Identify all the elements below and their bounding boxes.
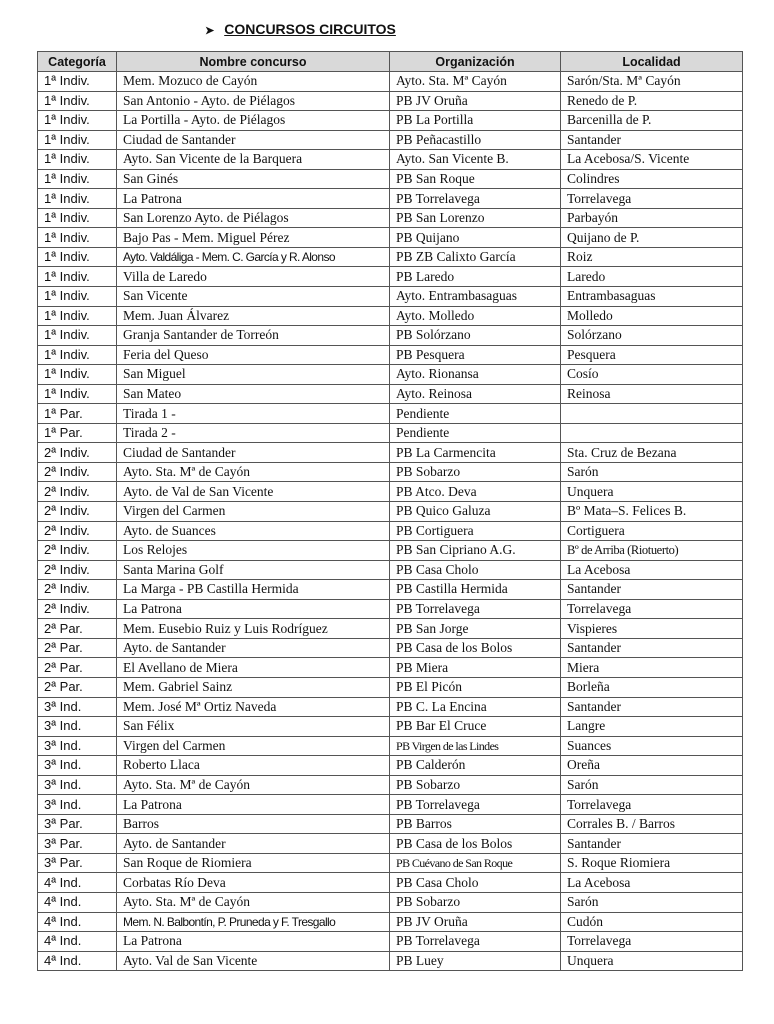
table-row — [38, 619, 743, 639]
cell-nombre-concurso: Ayto. Sta. Mª de Cayón — [117, 892, 390, 912]
cell-nombre-concurso: Ayto. Sta. Mª de Cayón — [117, 462, 390, 482]
cell-organizacion: PB ZB Calixto García — [390, 247, 561, 267]
cell-localidad — [561, 423, 743, 443]
cell-localidad: Santander — [561, 834, 743, 854]
cell-categoria: 1ª Indiv. — [38, 287, 117, 307]
cell-organizacion: PB Calderón — [390, 756, 561, 776]
cell-localidad: Borleña — [561, 677, 743, 697]
cell-nombre-concurso: Ayto. de Val de San Vicente — [117, 482, 390, 502]
cell-nombre-concurso: Mem. Gabriel Sainz — [117, 677, 390, 697]
cell-nombre-concurso: Mem. Juan Álvarez — [117, 306, 390, 326]
cell-organizacion: PB Cuévano de San Roque — [390, 853, 561, 873]
header-categoria: Categoría — [38, 52, 117, 72]
cell-organizacion: PB Castilla Hermida — [390, 580, 561, 600]
cell-nombre-concurso: Tirada 2 - — [117, 423, 390, 443]
cell-nombre-concurso: Ayto. Valdáliga - Mem. C. García y R. Alonso — [117, 247, 390, 267]
cell-organizacion: Ayto. San Vicente B. — [390, 150, 561, 170]
table-row — [38, 111, 743, 131]
cell-organizacion: PB Miera — [390, 658, 561, 678]
cell-nombre-concurso: La Patrona — [117, 189, 390, 209]
cell-categoria: 1ª Indiv. — [38, 228, 117, 248]
table-row — [38, 228, 743, 248]
cell-organizacion: PB Pesquera — [390, 345, 561, 365]
cell-nombre-concurso: Ayto. de Santander — [117, 638, 390, 658]
cell-localidad: Sarón — [561, 462, 743, 482]
table-row — [38, 72, 743, 92]
cell-localidad: Sarón — [561, 775, 743, 795]
cell-organizacion: PB Virgen de las Lindes — [390, 736, 561, 756]
table-row — [38, 287, 743, 307]
cell-localidad: Torrelavega — [561, 795, 743, 815]
table-row — [38, 736, 743, 756]
cell-nombre-concurso: Feria del Queso — [117, 345, 390, 365]
cell-categoria: 1ª Indiv. — [38, 91, 117, 111]
cell-nombre-concurso: Villa de Laredo — [117, 267, 390, 287]
cell-categoria: 2ª Par. — [38, 638, 117, 658]
table-row — [38, 756, 743, 776]
cell-organizacion: PB Quijano — [390, 228, 561, 248]
cell-organizacion: PB Sobarzo — [390, 775, 561, 795]
cell-categoria: 1ª Par. — [38, 404, 117, 424]
cell-categoria: 1ª Indiv. — [38, 150, 117, 170]
cell-nombre-concurso: Ayto. de Suances — [117, 521, 390, 541]
cell-localidad: La Acebosa — [561, 873, 743, 893]
cell-nombre-concurso: La Patrona — [117, 599, 390, 619]
cell-organizacion: PB JV Oruña — [390, 91, 561, 111]
cell-localidad: Sta. Cruz de Bezana — [561, 443, 743, 463]
cell-localidad: Torrelavega — [561, 189, 743, 209]
table-row — [38, 853, 743, 873]
cell-localidad: Unquera — [561, 951, 743, 971]
table-row — [38, 541, 743, 561]
cell-nombre-concurso: Ayto. Sta. Mª de Cayón — [117, 775, 390, 795]
cell-nombre-concurso: Ayto. de Santander — [117, 834, 390, 854]
table-row — [38, 267, 743, 287]
table-row — [38, 521, 743, 541]
cell-localidad: Suances — [561, 736, 743, 756]
table-row — [38, 443, 743, 463]
cell-categoria: 4ª Ind. — [38, 892, 117, 912]
cell-localidad: Vispieres — [561, 619, 743, 639]
cell-categoria: 3ª Ind. — [38, 756, 117, 776]
table-row — [38, 814, 743, 834]
cell-localidad: Bº Mata–S. Felices B. — [561, 502, 743, 522]
cell-localidad: Cortiguera — [561, 521, 743, 541]
cell-categoria: 1ª Indiv. — [38, 111, 117, 131]
cell-organizacion: PB Peñacastillo — [390, 130, 561, 150]
cell-localidad: Entrambasaguas — [561, 287, 743, 307]
table-row — [38, 365, 743, 385]
table-row — [38, 326, 743, 346]
cell-localidad — [561, 404, 743, 424]
cell-organizacion: PB El Picón — [390, 677, 561, 697]
table-row — [38, 599, 743, 619]
cell-organizacion: PB San Lorenzo — [390, 208, 561, 228]
table-row — [38, 775, 743, 795]
cell-nombre-concurso: Ciudad de Santander — [117, 443, 390, 463]
table-row — [38, 795, 743, 815]
cell-localidad: Cosío — [561, 365, 743, 385]
cell-categoria: 2ª Indiv. — [38, 462, 117, 482]
cell-nombre-concurso: Tirada 1 - — [117, 404, 390, 424]
cell-organizacion: PB La Carmencita — [390, 443, 561, 463]
cell-localidad: Barcenilla de P. — [561, 111, 743, 131]
table-row — [38, 834, 743, 854]
table-row — [38, 717, 743, 737]
table-row — [38, 189, 743, 209]
cell-localidad: La Acebosa — [561, 560, 743, 580]
cell-localidad: Renedo de P. — [561, 91, 743, 111]
cell-nombre-concurso: San Vicente — [117, 287, 390, 307]
cell-organizacion: Ayto. Rionansa — [390, 365, 561, 385]
cell-localidad: Langre — [561, 717, 743, 737]
cell-localidad: Reinosa — [561, 384, 743, 404]
cell-organizacion: Ayto. Entrambasaguas — [390, 287, 561, 307]
cell-categoria: 1ª Indiv. — [38, 345, 117, 365]
table-row — [38, 423, 743, 443]
cell-organizacion: Pendiente — [390, 404, 561, 424]
cell-categoria: 2ª Indiv. — [38, 599, 117, 619]
cell-categoria: 2ª Indiv. — [38, 580, 117, 600]
table-row — [38, 951, 743, 971]
cell-categoria: 1ª Indiv. — [38, 365, 117, 385]
table-row — [38, 169, 743, 189]
cell-localidad: Pesquera — [561, 345, 743, 365]
cell-organizacion: PB Torrelavega — [390, 599, 561, 619]
cell-localidad: Colindres — [561, 169, 743, 189]
cell-nombre-concurso: Bajo Pas - Mem. Miguel Pérez — [117, 228, 390, 248]
cell-organizacion: PB Torrelavega — [390, 795, 561, 815]
cell-categoria: 1ª Par. — [38, 423, 117, 443]
table-row — [38, 482, 743, 502]
cell-categoria: 2ª Indiv. — [38, 502, 117, 522]
cell-localidad: Laredo — [561, 267, 743, 287]
cell-localidad: Oreña — [561, 756, 743, 776]
table-row — [38, 247, 743, 267]
cell-organizacion: PB JV Oruña — [390, 912, 561, 932]
cell-localidad: Corrales B. / Barros — [561, 814, 743, 834]
cell-categoria: 3ª Ind. — [38, 775, 117, 795]
table-row — [38, 638, 743, 658]
cell-organizacion: PB Atco. Deva — [390, 482, 561, 502]
cell-categoria: 4ª Ind. — [38, 951, 117, 971]
cell-categoria: 1ª Indiv. — [38, 247, 117, 267]
cell-categoria: 3ª Ind. — [38, 717, 117, 737]
cell-localidad: Sarón/Sta. Mª Cayón — [561, 72, 743, 92]
contests-table — [37, 51, 743, 971]
cell-categoria: 2ª Indiv. — [38, 482, 117, 502]
cell-categoria: 2ª Indiv. — [38, 541, 117, 561]
cell-nombre-concurso: Santa Marina Golf — [117, 560, 390, 580]
table-row — [38, 150, 743, 170]
cell-organizacion: PB San Roque — [390, 169, 561, 189]
cell-categoria: 4ª Ind. — [38, 912, 117, 932]
table-row — [38, 658, 743, 678]
cell-nombre-concurso: La Patrona — [117, 795, 390, 815]
cell-organizacion: PB San Jorge — [390, 619, 561, 639]
header-nombre-concurso: Nombre concurso — [117, 52, 390, 72]
table-row — [38, 873, 743, 893]
table-row — [38, 932, 743, 952]
cell-nombre-concurso: El Avellano de Miera — [117, 658, 390, 678]
cell-localidad: Torrelavega — [561, 932, 743, 952]
cell-organizacion: Ayto. Reinosa — [390, 384, 561, 404]
table-row — [38, 404, 743, 424]
arrow-bullet-icon: ➤ — [205, 25, 215, 37]
cell-categoria: 1ª Indiv. — [38, 130, 117, 150]
cell-nombre-concurso: Granja Santander de Torreón — [117, 326, 390, 346]
cell-nombre-concurso: Barros — [117, 814, 390, 834]
cell-organizacion: PB Cortiguera — [390, 521, 561, 541]
table-header-row — [38, 52, 743, 72]
cell-localidad: Santander — [561, 580, 743, 600]
cell-localidad: La Acebosa/S. Vicente — [561, 150, 743, 170]
cell-localidad: Miera — [561, 658, 743, 678]
cell-nombre-concurso: San Roque de Riomiera — [117, 853, 390, 873]
cell-localidad: Sarón — [561, 892, 743, 912]
header-localidad: Localidad — [561, 52, 743, 72]
cell-organizacion: PB Solórzano — [390, 326, 561, 346]
table-row — [38, 580, 743, 600]
cell-localidad: Cudón — [561, 912, 743, 932]
cell-categoria: 3ª Ind. — [38, 736, 117, 756]
cell-organizacion: PB San Cipriano A.G. — [390, 541, 561, 561]
header-organizacion: Organización — [390, 52, 561, 72]
cell-nombre-concurso: Los Relojes — [117, 541, 390, 561]
cell-nombre-concurso: La Marga - PB Castilla Hermida — [117, 580, 390, 600]
cell-localidad: Santander — [561, 130, 743, 150]
cell-localidad: S. Roque Riomiera — [561, 853, 743, 873]
cell-nombre-concurso: San Mateo — [117, 384, 390, 404]
cell-categoria: 1ª Indiv. — [38, 169, 117, 189]
cell-organizacion: PB Casa de los Bolos — [390, 834, 561, 854]
cell-nombre-concurso: Mem. Eusebio Ruiz y Luis Rodríguez — [117, 619, 390, 639]
cell-organizacion: Pendiente — [390, 423, 561, 443]
cell-categoria: 3ª Ind. — [38, 795, 117, 815]
cell-categoria: 3ª Par. — [38, 834, 117, 854]
cell-localidad: Quijano de P. — [561, 228, 743, 248]
cell-nombre-concurso: Ayto. San Vicente de la Barquera — [117, 150, 390, 170]
section-title: ➤ CONCURSOS CIRCUITOS — [205, 21, 396, 37]
cell-categoria: 4ª Ind. — [38, 932, 117, 952]
cell-localidad: Bº de Arriba (Riotuerto) — [561, 541, 743, 561]
cell-organizacion: PB Torrelavega — [390, 932, 561, 952]
table-row — [38, 892, 743, 912]
cell-organizacion: PB Bar El Cruce — [390, 717, 561, 737]
cell-nombre-concurso: Mem. N. Balbontín, P. Pruneda y F. Tresgallo — [117, 912, 390, 932]
cell-organizacion: PB Casa Cholo — [390, 873, 561, 893]
cell-localidad: Molledo — [561, 306, 743, 326]
cell-categoria: 2ª Par. — [38, 677, 117, 697]
cell-nombre-concurso: Ciudad de Santander — [117, 130, 390, 150]
table-row — [38, 462, 743, 482]
cell-nombre-concurso: Corbatas Río Deva — [117, 873, 390, 893]
cell-organizacion: Ayto. Sta. Mª Cayón — [390, 72, 561, 92]
cell-localidad: Roiz — [561, 247, 743, 267]
cell-categoria: 2ª Indiv. — [38, 560, 117, 580]
table-row — [38, 677, 743, 697]
table-row — [38, 130, 743, 150]
cell-categoria: 2ª Indiv. — [38, 521, 117, 541]
cell-categoria: 4ª Ind. — [38, 873, 117, 893]
cell-categoria: 3ª Par. — [38, 814, 117, 834]
cell-nombre-concurso: San Ginés — [117, 169, 390, 189]
cell-categoria: 1ª Indiv. — [38, 306, 117, 326]
cell-categoria: 1ª Indiv. — [38, 384, 117, 404]
cell-organizacion: PB Luey — [390, 951, 561, 971]
cell-nombre-concurso: San Miguel — [117, 365, 390, 385]
cell-localidad: Parbayón — [561, 208, 743, 228]
cell-localidad: Santander — [561, 697, 743, 717]
cell-organizacion: PB Sobarzo — [390, 462, 561, 482]
cell-organizacion: PB Quico Galuza — [390, 502, 561, 522]
cell-organizacion: PB Barros — [390, 814, 561, 834]
cell-localidad: Unquera — [561, 482, 743, 502]
cell-nombre-concurso: Mem. Mozuco de Cayón — [117, 72, 390, 92]
cell-nombre-concurso: Mem. José Mª Ortiz Naveda — [117, 697, 390, 717]
cell-nombre-concurso: Virgen del Carmen — [117, 736, 390, 756]
cell-nombre-concurso: San Félix — [117, 717, 390, 737]
cell-categoria: 2ª Par. — [38, 619, 117, 639]
cell-organizacion: PB Torrelavega — [390, 189, 561, 209]
cell-nombre-concurso: San Lorenzo Ayto. de Piélagos — [117, 208, 390, 228]
cell-organizacion: PB Sobarzo — [390, 892, 561, 912]
cell-localidad: Santander — [561, 638, 743, 658]
table-row — [38, 502, 743, 522]
cell-categoria: 1ª Indiv. — [38, 326, 117, 346]
cell-localidad: Torrelavega — [561, 599, 743, 619]
table-row — [38, 91, 743, 111]
table-row — [38, 912, 743, 932]
cell-categoria: 3ª Par. — [38, 853, 117, 873]
cell-organizacion: PB Laredo — [390, 267, 561, 287]
cell-nombre-concurso: La Portilla - Ayto. de Piélagos — [117, 111, 390, 131]
table-row — [38, 306, 743, 326]
cell-localidad: Solórzano — [561, 326, 743, 346]
cell-organizacion: PB La Portilla — [390, 111, 561, 131]
table-row — [38, 345, 743, 365]
cell-categoria: 3ª Ind. — [38, 697, 117, 717]
cell-categoria: 2ª Par. — [38, 658, 117, 678]
table-row — [38, 560, 743, 580]
cell-nombre-concurso: Ayto. Val de San Vicente — [117, 951, 390, 971]
cell-organizacion: PB Casa Cholo — [390, 560, 561, 580]
cell-nombre-concurso: San Antonio - Ayto. de Piélagos — [117, 91, 390, 111]
cell-organizacion: Ayto. Molledo — [390, 306, 561, 326]
table-row — [38, 384, 743, 404]
cell-nombre-concurso: La Patrona — [117, 932, 390, 952]
cell-categoria: 1ª Indiv. — [38, 72, 117, 92]
cell-organizacion: PB C. La Encina — [390, 697, 561, 717]
cell-categoria: 2ª Indiv. — [38, 443, 117, 463]
table-row — [38, 208, 743, 228]
cell-categoria: 1ª Indiv. — [38, 208, 117, 228]
table-row — [38, 697, 743, 717]
cell-nombre-concurso: Roberto Llaca — [117, 756, 390, 776]
cell-nombre-concurso: Virgen del Carmen — [117, 502, 390, 522]
cell-categoria: 1ª Indiv. — [38, 189, 117, 209]
cell-organizacion: PB Casa de los Bolos — [390, 638, 561, 658]
cell-categoria: 1ª Indiv. — [38, 267, 117, 287]
